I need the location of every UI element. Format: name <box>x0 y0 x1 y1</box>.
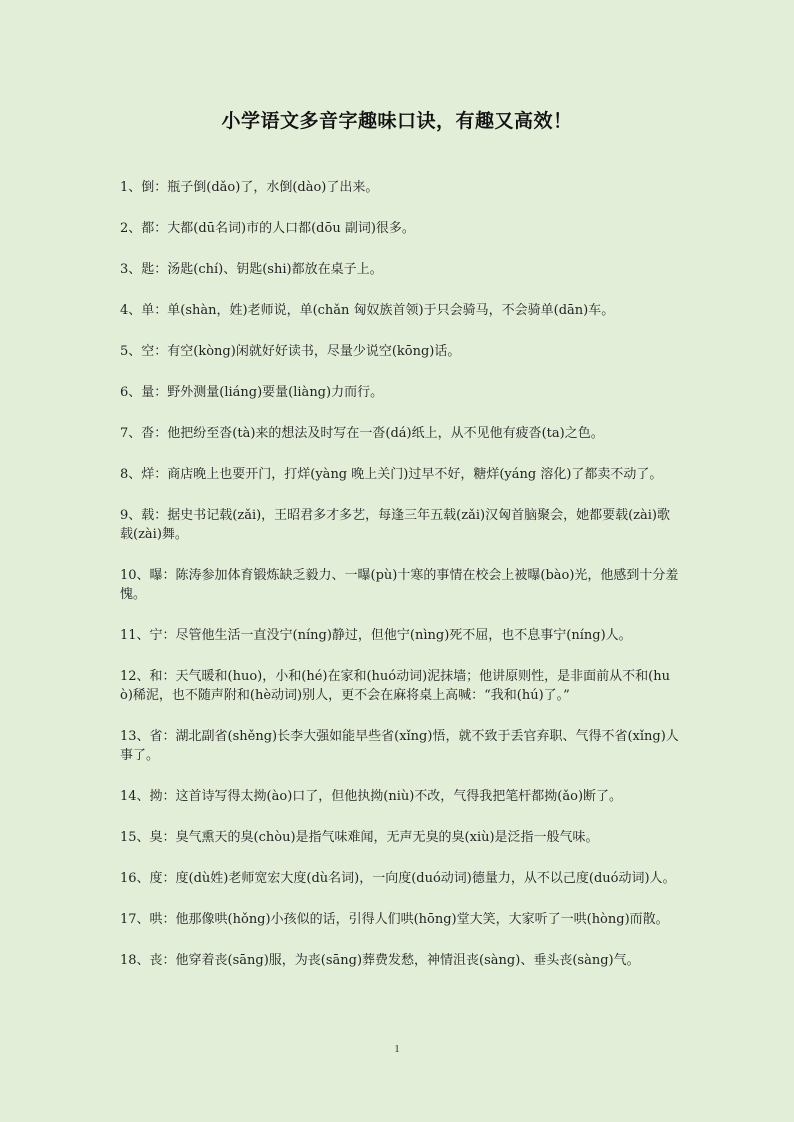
list-item: 3、匙：汤匙(chí)、钥匙(shi)都放在桌子上。 <box>120 262 383 277</box>
list-item: 16、度：度(dù姓)老师宽宏大度(dù名词)，一向度(duó动词)德量力，从不以己度(duó动词)人。 <box>120 871 676 886</box>
list-item: 14、拗：这首诗写得太拗(ào)口了，但他执拗(niù)不改，气得我把笔杆都拗(ǎo)断了。 <box>120 789 623 804</box>
list-item: 12、和：天气暖和(huo)，小和(hé)在家和(huó动词)泥抹墙；他讲原则性，是非面前从不和(huò)稀泥，也不随声附和(hè动词)别人，更不会在麻将桌上高喊：“我和(hú)了。” <box>120 669 670 703</box>
list-item: 7、沓：他把纷至沓(tà)来的想法及时写在一沓(dá)纸上，从不见他有疲沓(ta)之色。 <box>120 426 604 441</box>
list-item: 17、哄：他那像哄(hǒng)小孩似的话，引得人们哄(hōng)堂大笑，大家听了一哄(hòng)而散。 <box>120 912 669 927</box>
list-item: 18、丧：他穿着丧(sāng)服，为丧(sāng)葬费发愁，神情沮丧(sàng)、垂头丧(sàng)气。 <box>120 953 640 968</box>
list-item: 15、臭：臭气熏天的臭(chòu)是指气味难闻，无声无臭的臭(xiù)是泛指一般气味。 <box>120 830 599 845</box>
list-item: 5、空：有空(kòng)闲就好好读书，尽量少说空(kōng)话。 <box>120 344 461 359</box>
list-item: 6、量：野外测量(liáng)要量(liàng)力而行。 <box>120 385 384 400</box>
list-item: 9、载：据史书记载(zǎi)，王昭君多才多艺，每逢三年五载(zǎi)汉匈首脑聚会，她都要载(zài)歌载(zài)舞。 <box>120 508 670 542</box>
list-item: 1、倒：瓶子倒(dǎo)了，水倒(dào)了出来。 <box>120 180 379 195</box>
list-item: 13、省：湖北副省(shěng)长李大强如能早些省(xǐng)悟，就不致于丢官弃职、气得不省(xǐng)人事了。 <box>120 729 679 763</box>
list-item: 4、单：单(shàn，姓)老师说，单(chǎn 匈奴族首领)于只会骑马，不会骑单(dān)车。 <box>120 303 615 318</box>
document-title: 小学语文多音字趣味口诀，有趣又高效！ <box>221 110 573 132</box>
list-item: 8、烊：商店晚上也要开门，打烊(yàng 晚上关门)过早不好，糖烊(yáng 溶化)了都卖不动了。 <box>120 467 663 482</box>
list-item: 10、曝：陈涛参加体育锻炼缺乏毅力、一曝(pù)十寒的事情在校会上被曝(bào)光，他感到十分羞愧。 <box>120 568 679 602</box>
list-item: 11、宁：尽管他生活一直没宁(níng)静过，但他宁(nìng)死不屈，也不息事宁(níng)人。 <box>120 628 632 643</box>
list-item: 2、都：大都(dū名词)市的人口都(dōu 副词)很多。 <box>120 221 415 236</box>
page-number: 1 <box>394 1043 400 1055</box>
polyphone-list <box>120 178 680 992</box>
